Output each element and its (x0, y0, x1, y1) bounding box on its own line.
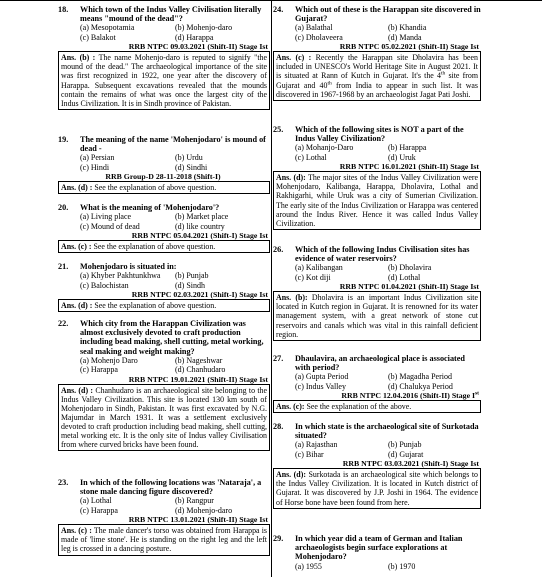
answer-box (273, 291, 481, 340)
exam-source (273, 391, 481, 400)
exam-source: RRB NTPC 13.01.2021 (Shift-II) Stage Ist (128, 515, 268, 525)
options (58, 271, 270, 290)
exam-source: RRB NTPC 01.04.2021 (Shift-II) Stage Ist (339, 282, 479, 292)
question-text: Which city from the Harappan Civilization was almost exclusively devoted to craft production including bead making, shell cutting, metal working, seal making and weight making? (80, 319, 264, 356)
answer-label: Ans. (c): (276, 402, 305, 412)
question-22 (58, 319, 270, 451)
answer-box (273, 171, 481, 230)
option-d: (d) Harappa (175, 32, 214, 42)
exam-source: RRB NTPC 09.03.2021 (Shift-II) Stage Ist (128, 42, 268, 52)
answer-box (58, 524, 270, 555)
exam-source: RRB NTPC 05.04.2021 (Shift-I) Stage Ist (131, 231, 268, 241)
answer-label: Ans. (b): (276, 293, 308, 303)
answer-box (58, 299, 270, 312)
option-d: (d) Manda (388, 32, 422, 42)
options (58, 496, 270, 515)
question-number: 27. (273, 354, 284, 363)
answer-text: from India to appear in such list. It was discovered in 1967-1968 by an archaeologist Jagat Pati Joshi. (276, 80, 479, 99)
answer-text: The male dancer's torso was obtained from Harappa is made of 'lime stone'. He is standing on the right leg and the left leg is crossed in a dancing posture. (61, 526, 267, 554)
answer-text: Recently the Harappan site Dholavira has been included in UNESCO's World Heritage Site in August 2021. It is situated at Rann of Kutch in Gujarat. It's the 4 (276, 53, 478, 81)
option-b: (b) 1970 (388, 561, 416, 571)
option-b: (b) Rangpur (175, 496, 214, 506)
option-d: (d) Gujarat (388, 449, 424, 459)
question-19 (58, 135, 270, 194)
question-29 (273, 534, 481, 571)
question-text: Mohenjodaro is situated in: (80, 262, 177, 271)
option-c: (c) Balochistan (80, 280, 129, 290)
question-text: In which of the following locations was 'Nataraja', a stone male dancing figure discovered? (80, 478, 262, 497)
answer-box (58, 181, 270, 194)
question-number: 26. (273, 245, 284, 254)
option-a: (a) Gupta Period (295, 372, 349, 382)
answer-label: Ans. (c) : (61, 526, 92, 536)
option-d: (d) Chanhudaro (175, 365, 226, 375)
question-number: 21. (58, 262, 69, 271)
superscript: th (440, 70, 446, 77)
exam-source: RRB NTPC 03.03.2021 (Shift-I) Stage Ist (342, 459, 479, 469)
answer-text: Chanhudaro is an archaeological site belonging to the Indus Valley Civilization. This site is located 130 km south of Mohenjodaro in Sindh, Pakistan. It was first excavated by N.G. Majumdar in March 1931. It was a settlement exclusively devoted to craft production including bead making, shell cutting, metal working etc. It is the only site of Indus valley Civilisation from where curved bricks have been found. (61, 385, 267, 450)
question-24 (273, 5, 481, 101)
answer-text: See the explanation of above question. (94, 183, 217, 193)
option-a: (a) Lothal (80, 496, 112, 506)
option-c: (c) Harappa (80, 365, 118, 375)
options (273, 143, 481, 162)
question-text: What is the meaning of 'Mohenjodaro'? (80, 203, 220, 212)
question-text: Which town of the Indus Valley Civilisation literally means "mound of the dead"? (80, 5, 262, 24)
options (58, 23, 270, 42)
question-number: 23. (58, 478, 69, 487)
question-26 (273, 245, 481, 341)
option-a: (a) 1955 (295, 561, 322, 571)
left-column (58, 1, 270, 577)
option-a: (a) Persian (80, 153, 115, 163)
option-a: (a) Mohenjo Daro (80, 355, 138, 365)
question-text: The meaning of the name 'Mohenjodaro' is mound of dead - (80, 135, 266, 154)
answer-text: See the explanation of above question. (93, 242, 216, 252)
answer-box (273, 468, 481, 508)
option-c: (c) Kot diji (295, 272, 331, 282)
question-18 (58, 5, 270, 110)
answer-box (58, 51, 270, 110)
option-b: (b) Harappa (388, 143, 427, 153)
option-d: (d) like country (175, 221, 225, 231)
option-b: (b) Mohenjo-daro (175, 23, 233, 33)
exam-source: RRB NTPC 19.01.2021 (Shift-II) Stage Ist (128, 374, 268, 384)
option-b: (b) Nageshwar (175, 355, 223, 365)
option-c: (c) Dholaveera (295, 32, 343, 42)
options (273, 263, 481, 282)
answer-box (58, 240, 270, 253)
answer-text: Surkotada is an archaeological site which belongs to the Indus Valley Civilization. It is located in Kutch district of Gujarat. It was discovered by J.P. Joshi in 1964. The evidence of Horse bone have been found from here. (276, 470, 478, 507)
question-number: 28. (273, 422, 284, 431)
exam-source: RRB Group-D 28-11-2018 (Shift-I) (105, 172, 221, 182)
option-c: (c) Mound of dead (80, 221, 140, 231)
options (58, 153, 270, 172)
exam-source: RRB NTPC 05.02.2021 (Shift-II) Stage Ist (339, 42, 479, 52)
option-b: (b) Punjab (388, 440, 422, 450)
option-b: (b) Magadha Period (388, 372, 452, 382)
answer-text: Dholavira is an important Indus Civilization site located in Kutch region in Gujarat. It is renowned for its water management system, with a great network of stone cut reservoirs and canals which was vital in this rainfall deficient region. (276, 293, 478, 339)
question-21 (58, 262, 270, 312)
answer-label: Ans. (d) : (61, 301, 93, 311)
option-a: (a) Rajasthan (295, 440, 338, 450)
question-20 (58, 203, 270, 253)
option-c: (c) Hindi (80, 162, 110, 172)
option-d: (d) Uruk (388, 152, 416, 162)
option-a: (a) Mesopotamia (80, 23, 135, 33)
right-column (273, 1, 481, 577)
question-25 (273, 125, 481, 230)
superscript: th (327, 79, 332, 86)
options (273, 23, 481, 42)
question-number: 25. (273, 125, 284, 134)
question-number: 19. (58, 135, 69, 144)
question-number: 24. (273, 5, 284, 14)
question-text: Dhaulavira, an archaeological place is associated with period? (295, 354, 465, 373)
question-text: In which state is the archaeological site of Surkotada situated? (295, 422, 479, 441)
answer-label: Ans. (d): (276, 173, 306, 183)
option-c: (c) Bihar (295, 449, 324, 459)
option-d: (d) Lothal (388, 272, 421, 282)
answer-text: The name Mohenjo-daro is reputed to signify "the mound of the dead." The archaeological importance of the site was first recognized in 1922, one year after the discovery of Harappa. Subsequent excavations revealed that the mounds contain the remains of what was once the largest city of the Indus Civilization. It is in Sindh province of Pakistan. (61, 53, 267, 108)
options (58, 212, 270, 231)
option-d: (d) Mohenjo-daro (175, 505, 233, 515)
answer-label: Ans. (d) : (61, 183, 93, 193)
answer-label: Ans. (d): (276, 470, 306, 480)
answer-text: The major sites of the Indus Valley Civilization were Mohenjodaro, Kalibanga, Harappa, Dholavira, Lothal and Rakhigarhi, while Uruk was a city of Sumerian Civilization. The early site of the Indus Civilization or Harappa was centered around the Indus River. Hence it was called Indus Valley Civilization. (276, 173, 479, 228)
option-d: (d) Sindh (175, 280, 205, 290)
exam-source-text: RRB NTPC 12.04.2016 (Shift-II) Stage I (341, 391, 476, 401)
options (273, 562, 481, 571)
question-text: Which of the following sites is NOT a part of the Indus Valley Civilization? (295, 125, 464, 144)
question-number: 20. (58, 203, 69, 212)
answer-label: Ans. (c) : (276, 53, 312, 63)
question-text: In which year did a team of German and Italian archaeologists begin surface explorations at Mohenjodaro? (295, 534, 463, 562)
options (273, 440, 481, 459)
superscript: st (475, 390, 479, 397)
option-b: (b) Dholavira (388, 263, 432, 273)
option-d: (d) Sindhi (175, 162, 208, 172)
question-number: 18. (58, 5, 69, 14)
answer-text: site from Gujarat and 40 (276, 71, 478, 90)
option-a: (a) Kalibangan (295, 263, 343, 273)
option-c: (c) Balakot (80, 32, 116, 42)
answer-box (58, 384, 270, 452)
answer-box (273, 51, 481, 100)
answer-label: Ans. (c) : (61, 242, 92, 252)
question-text: Which out of these is the Harappan site discovered in Gujarat? (295, 5, 481, 24)
question-number: 29. (273, 534, 284, 543)
answer-label: Ans. (d) : (61, 385, 93, 395)
option-a: (a) Balathal (295, 23, 333, 33)
option-d: (d) Chalukya Period (388, 381, 453, 391)
answer-text: See the explanation of the above. (306, 402, 412, 412)
exam-source: RRB NTPC 16.01.2021 (Shift-II) Stage Ist (339, 162, 479, 172)
option-c: (c) Harappa (80, 505, 118, 515)
option-c: (c) Indus Valley (295, 381, 346, 391)
options (273, 372, 481, 391)
option-b: (b) Market place (175, 212, 229, 222)
option-c: (c) Lothal (295, 152, 327, 162)
question-number: 22. (58, 319, 69, 328)
answer-label: Ans. (b) : (61, 53, 96, 63)
column-divider (271, 1, 272, 577)
answer-box (273, 400, 481, 413)
option-b: (b) Khandia (388, 23, 427, 33)
option-b: (b) Urdu (175, 153, 203, 163)
option-a: (a) Mohanjo-Daro (295, 143, 354, 153)
option-b: (b) Punjab (175, 271, 209, 281)
question-28 (273, 422, 481, 509)
question-text: Which of the following Indus Civilisation sites has evidence of water reservoirs? (295, 245, 470, 264)
question-27 (273, 354, 481, 413)
option-a: (a) Khyber Pakhtunkhwa (80, 271, 161, 281)
option-a: (a) Living place (80, 212, 132, 222)
question-23 (58, 478, 270, 556)
options (58, 356, 270, 375)
answer-text: See the explanation of above question. (94, 301, 217, 311)
exam-source: RRB NTPC 02.03.2021 (Shift-I) Stage Ist (131, 290, 268, 300)
